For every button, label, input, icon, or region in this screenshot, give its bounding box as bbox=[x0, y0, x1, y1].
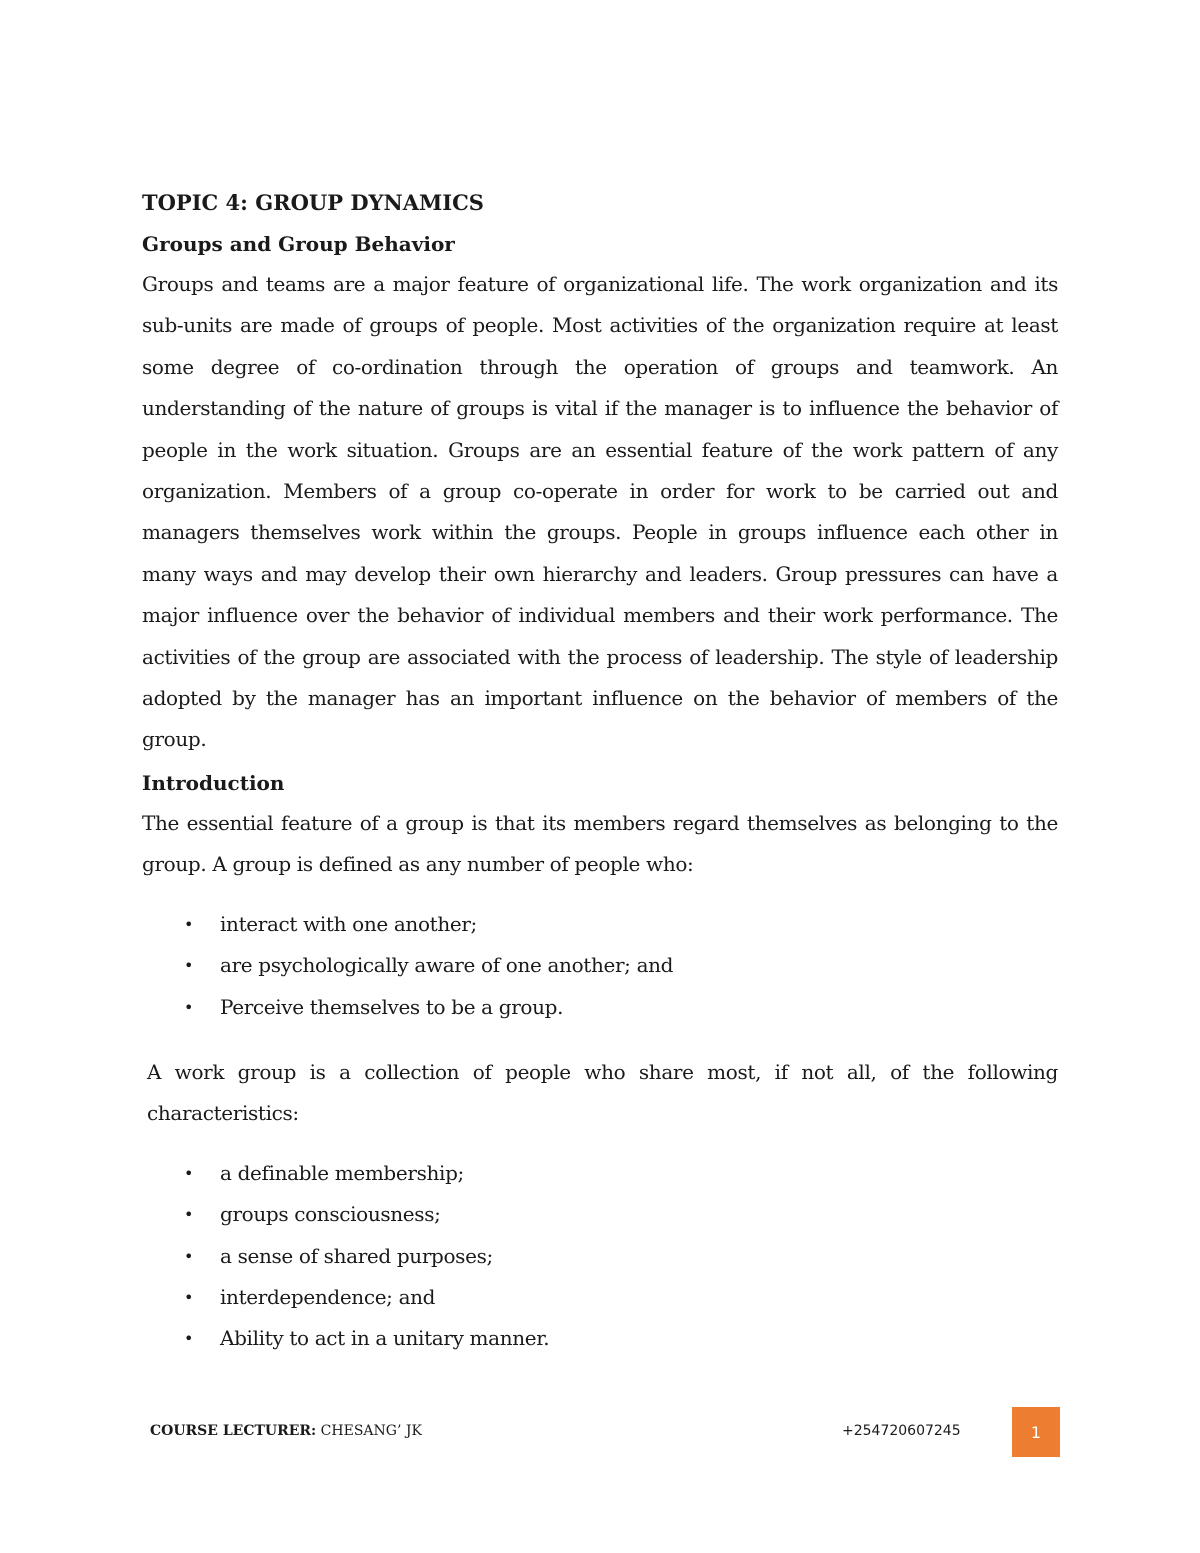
list-item-text: groups consciousness; bbox=[220, 1202, 441, 1227]
list-item bbox=[142, 945, 1058, 986]
bullet-icon: • bbox=[184, 1163, 194, 1183]
work-group-characteristics-list bbox=[142, 1153, 1058, 1360]
list-item-text: interact with one another; bbox=[220, 911, 477, 936]
section-heading-introduction: Introduction bbox=[142, 770, 285, 795]
group-definition-list bbox=[142, 904, 1058, 1028]
list-item bbox=[142, 1236, 1058, 1277]
bullet-icon: • bbox=[184, 914, 194, 934]
list-item-text: are psychologically aware of one another; and bbox=[220, 953, 674, 978]
list-item bbox=[142, 1277, 1058, 1318]
bullet-icon: • bbox=[184, 956, 194, 976]
bullet-icon: • bbox=[184, 997, 194, 1017]
footer-lecturer-name: CHESANG’ JK bbox=[316, 1423, 422, 1439]
section-heading-groups: Groups and Group Behavior bbox=[142, 232, 455, 256]
list-item-text: a sense of shared purposes; bbox=[220, 1243, 493, 1268]
list-item-text: interdependence; and bbox=[220, 1284, 436, 1309]
list-item bbox=[142, 987, 1058, 1028]
footer-label: COURSE LECTURER: bbox=[150, 1423, 317, 1439]
page-number-badge: 1 bbox=[1012, 1407, 1060, 1457]
list-item-text: Ability to act in a unitary manner. bbox=[220, 1326, 550, 1351]
page-footer bbox=[150, 1418, 1060, 1458]
list-item bbox=[142, 1318, 1058, 1359]
bullet-icon: • bbox=[184, 1205, 194, 1225]
bullet-icon: • bbox=[184, 1287, 194, 1307]
list-item-text: Perceive themselves to be a group. bbox=[220, 994, 564, 1019]
list-item bbox=[142, 904, 1058, 945]
paragraph-introduction: The essential feature of a group is that its members regard themselves as belonging to the group. A group is defined as any number of people who: bbox=[142, 810, 1058, 877]
paragraph-work-group: A work group is a collection of people who share most, if not all, of the following characteristics: bbox=[147, 1059, 1058, 1126]
footer-lecturer bbox=[150, 1423, 422, 1439]
paragraph-groups: Groups and teams are a major feature of organizational life. The work organization and its sub-units are made of groups of people. Most activities of the organization require at least some degree of co-ordination through the operation of groups and teamwork. An understanding of the nature of groups is vital if the manager is to influence the behavior of people in the work situation. Groups are an essential feature of the work pattern of any organization. Members of a group co-operate in order for work to be carried out and managers themselves work within the groups. People in groups influence each other in many ways and may develop their own hierarchy and leaders. Group pressures can have a major influence over the behavior of individual members and their work performance. The activities of the group are associated with the process of leadership. The style of leadership adopted by the manager has an important influence on the behavior of members of the group. bbox=[142, 272, 1058, 752]
bullet-icon: • bbox=[184, 1329, 194, 1349]
document-page bbox=[142, 184, 1058, 1378]
document-title: TOPIC 4: GROUP DYNAMICS bbox=[142, 190, 484, 215]
bullet-icon: • bbox=[184, 1246, 194, 1266]
footer-phone: +254720607245 bbox=[842, 1423, 961, 1439]
list-item bbox=[142, 1194, 1058, 1235]
list-item-text: a definable membership; bbox=[220, 1160, 464, 1185]
list-item bbox=[142, 1153, 1058, 1194]
